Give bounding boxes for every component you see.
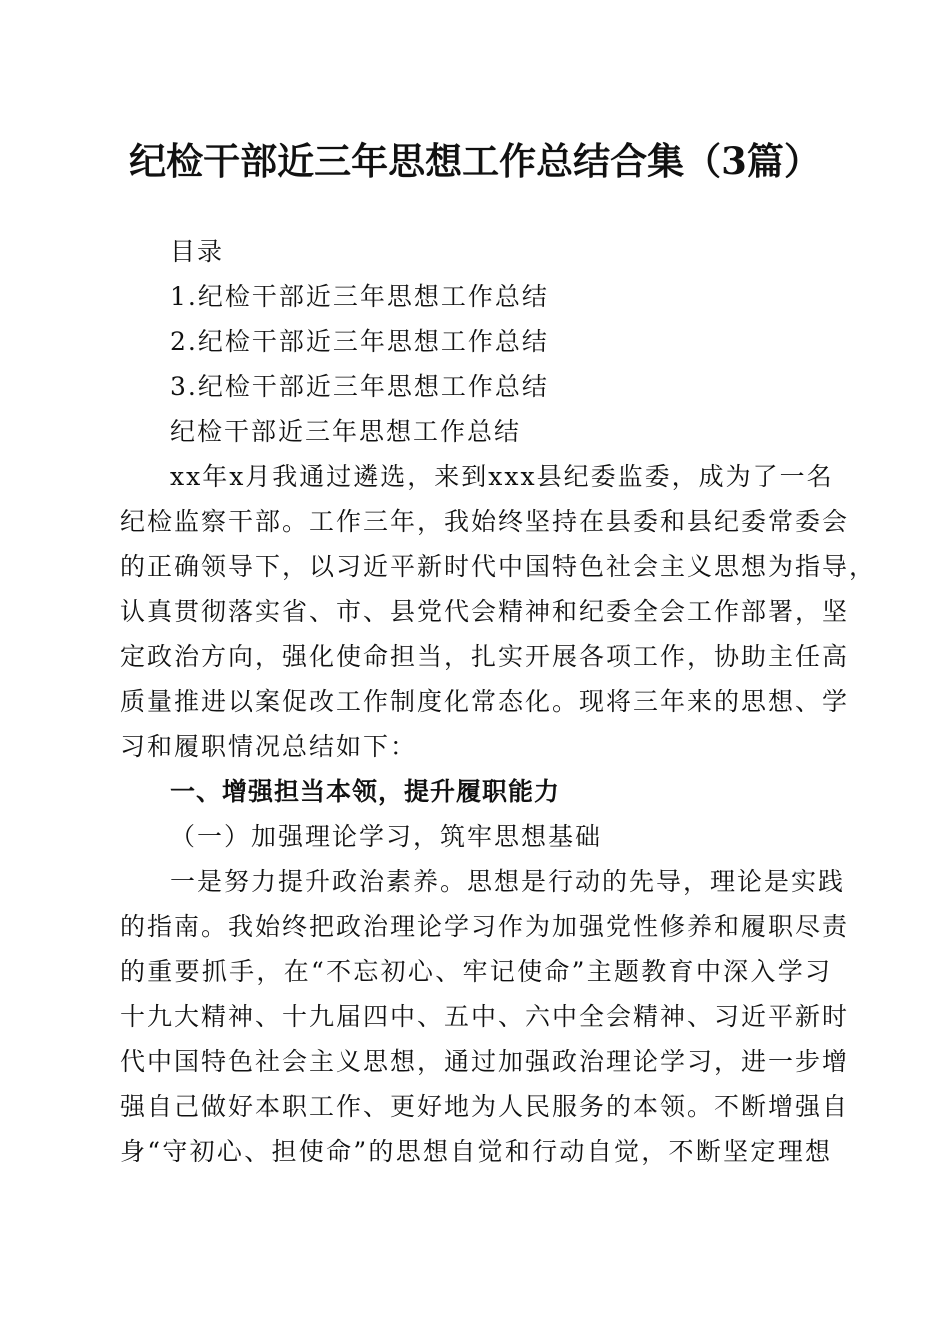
body-line-6: 强自己做好本职工作、更好地为人民服务的本领。不断增强自	[120, 1092, 850, 1121]
intro-line-7: 习和履职情况总结如下：	[120, 732, 418, 761]
toc-item-1: 1.纪检干部近三年思想工作总结	[170, 282, 549, 311]
body-line-3: 的重要抓手，在“不忘初心、牢记使命”主题教育中深入学习	[120, 957, 832, 986]
intro-line-1: xx年x月我通过遴选，来到xxx县纪委监委，成为了一名	[170, 462, 834, 491]
toc-item-3: 3.纪检干部近三年思想工作总结	[170, 372, 549, 401]
intro-line-3: 的正确领导下，以习近平新时代中国特色社会主义思想为指导，	[120, 552, 877, 581]
body-line-7: 身“守初心、担使命”的思想自觉和行动自觉，不断坚定理想	[120, 1137, 832, 1166]
section-1-heading: 一、增强担当本领，提升履职能力	[170, 777, 561, 806]
document-title: 纪检干部近三年思想工作总结合集（3篇）	[129, 139, 821, 183]
body-line-5: 代中国特色社会主义思想，通过加强政治理论学习，进一步增	[120, 1047, 850, 1076]
intro-line-4: 认真贯彻落实省、市、县党代会精神和纪委全会工作部署，坚	[120, 597, 850, 626]
toc-heading: 目录	[170, 237, 225, 266]
body-line-4: 十九大精神、十九届四中、五中、六中全会精神、习近平新时	[120, 1002, 850, 1031]
intro-line-5: 定政治方向，强化使命担当，扎实开展各项工作，协助主任高	[120, 642, 850, 671]
body-line-2: 的指南。我始终把政治理论学习作为加强党性修养和履职尽责	[120, 912, 850, 941]
intro-line-2: 纪检监察干部。工作三年，我始终坚持在县委和县纪委常委会	[120, 507, 850, 536]
subsection-1-heading: （一）加强理论学习，筑牢思想基础	[170, 822, 603, 851]
body-line-1: 一是努力提升政治素养。思想是行动的先导，理论是实践	[170, 867, 846, 896]
toc-item-2: 2.纪检干部近三年思想工作总结	[170, 327, 549, 356]
intro-line-6: 质量推进以案促改工作制度化常态化。现将三年来的思想、学	[120, 687, 850, 716]
article-title: 纪检干部近三年思想工作总结	[170, 417, 522, 446]
